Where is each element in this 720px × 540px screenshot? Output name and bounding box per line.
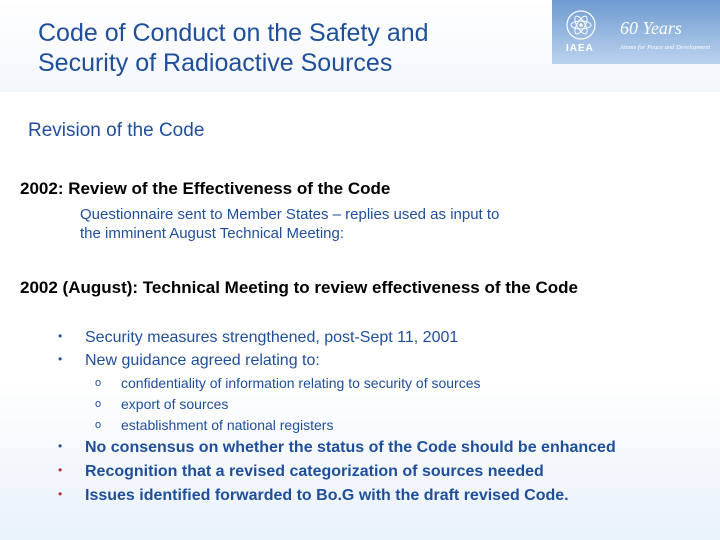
list-item: [58, 352, 458, 375]
slide-title: [38, 18, 538, 78]
bullet-icon: •: [58, 487, 63, 501]
anniversary-label: 60 Years: [620, 18, 682, 38]
bullet-icon: •: [58, 352, 63, 366]
list-item: [58, 463, 616, 487]
outcome-bullet-list: [58, 439, 616, 511]
sub-bullet-icon: o: [95, 398, 102, 410]
list-item: [58, 329, 458, 352]
list-item: [58, 439, 616, 463]
sub-bullet-icon: o: [95, 377, 102, 389]
list-item: [95, 396, 481, 417]
section-title: Revision of the Code: [28, 120, 205, 141]
bullet-icon: •: [58, 439, 63, 453]
title-line-2: Security of Radioactive Sources: [38, 49, 393, 77]
bullet-text: Security measures strengthened, post-Sept 11, 2001: [85, 329, 459, 346]
bullet-icon: •: [58, 329, 63, 343]
outcome-text: Issues identified forwarded to Bo.G with the draft revised Code.: [85, 487, 569, 504]
logo-tagline: Atoms for Peace and Development: [620, 44, 711, 51]
questionnaire-text: [80, 205, 600, 243]
review-heading: 2002: Review of the Effectiveness of the Code: [20, 179, 391, 198]
list-item: [95, 417, 481, 438]
bullet-icon: •: [58, 463, 63, 477]
title-line-1: Code of Conduct on the Safety and: [38, 19, 429, 47]
questionnaire-line-2: the imminent August Technical Meeting:: [80, 225, 345, 242]
outcome-text: Recognition that a revised categorization of sources needed: [85, 463, 544, 480]
questionnaire-line-1: Questionnaire sent to Member States – replies used as input to: [80, 206, 500, 223]
list-item: [95, 375, 481, 396]
list-item: [58, 487, 616, 511]
sub-bullet-icon: o: [95, 419, 102, 431]
bullet-text: New guidance agreed relating to:: [85, 352, 320, 369]
outcome-text: No consensus on whether the status of the Code should be enhanced: [85, 439, 616, 456]
meeting-bullet-list: [58, 329, 458, 375]
guidance-sub-list: [95, 375, 481, 438]
sub-bullet-text: confidentiality of information relating to security of sources: [121, 375, 481, 391]
sub-bullet-text: establishment of national registers: [121, 417, 334, 433]
sub-bullet-text: export of sources: [121, 396, 229, 412]
meeting-heading: 2002 (August): Technical Meeting to review effectiveness of the Code: [20, 278, 578, 297]
iaea-wordmark: IAEA: [566, 43, 594, 54]
iaea-atom-emblem-icon: [565, 9, 597, 41]
